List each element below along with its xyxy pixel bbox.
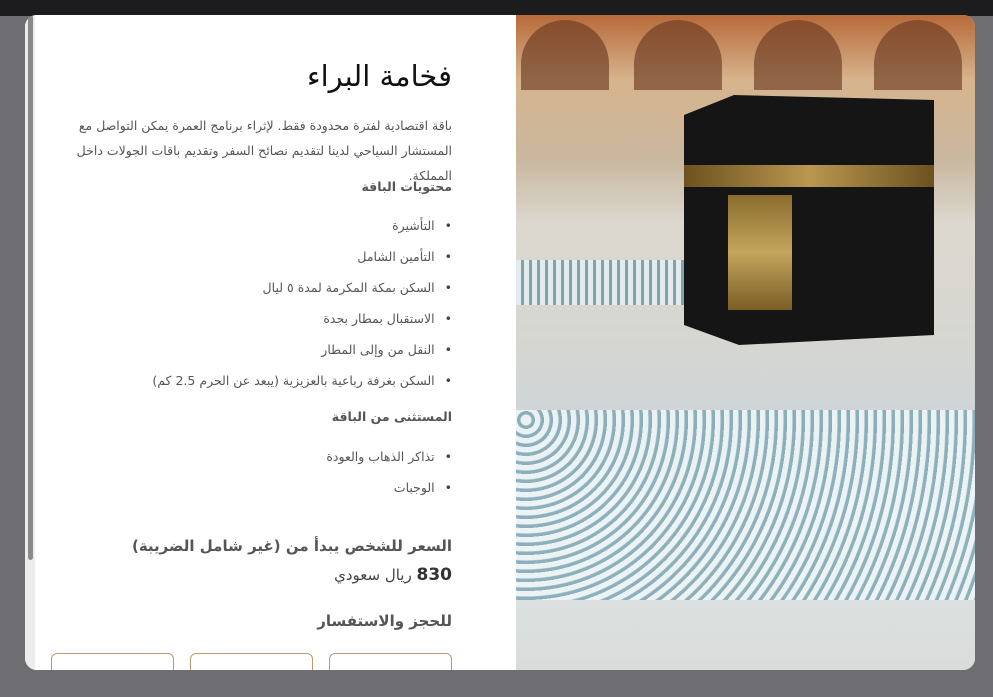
kaaba-band [684,165,934,187]
price-value: 830 [416,565,452,585]
list-item: • السكن بمكة المكرمة لمدة ٥ ليال [42,278,452,309]
list-item: • التأمين الشامل [42,247,452,278]
contact-button[interactable] [190,653,313,670]
crowd [516,410,975,600]
list-item: • النقل من وإلى المطار [42,340,452,371]
list-item: • السكن بغرفة رباعية بالعزيزية (يبعد عن الحرم 2.5 كم) [42,371,452,402]
list-item: • الاستقبال بمطار بجدة [42,309,452,340]
booking-heading: للحجز والاستفسار [317,612,452,630]
kaaba-photo [516,15,975,670]
price-currency: ريال سعودي [334,566,412,584]
arch [754,20,842,90]
excludes-list [42,447,452,509]
crowd [516,260,691,305]
list-item: • التأشيرة [42,216,452,247]
package-title: فخامة البراء [306,59,452,93]
scrollbar-thumb[interactable] [28,15,33,560]
top-bar [0,0,993,16]
kaaba [684,95,934,345]
arch [521,20,609,90]
package-modal [25,15,975,670]
includes-list [42,216,452,402]
price-label: السعر للشخص يبدأ من (غير شامل الضريبة) [131,537,452,555]
package-description: باقة اقتصادية لفترة محدودة فقط. لإثراء برنامج العمرة يمكن التواصل مع المستشار السياحي لدينا لتقديم نصائح السفر وتقديم باقات الجولات داخل المملكة. [76,118,452,183]
price-amount [334,565,452,585]
package-details-panel [25,15,516,670]
list-item: • تذاكر الذهاب والعودة [42,447,452,478]
scrollbar[interactable] [25,15,35,670]
arch [874,20,962,90]
arch [634,20,722,90]
list-item: • الوجبات [42,478,452,509]
contact-button[interactable] [51,653,174,670]
contact-button[interactable] [329,653,452,670]
excludes-heading: المستثنى من الباقة [331,409,452,424]
includes-heading: محتويات الباقة [361,179,452,194]
kaaba-door [728,195,792,310]
